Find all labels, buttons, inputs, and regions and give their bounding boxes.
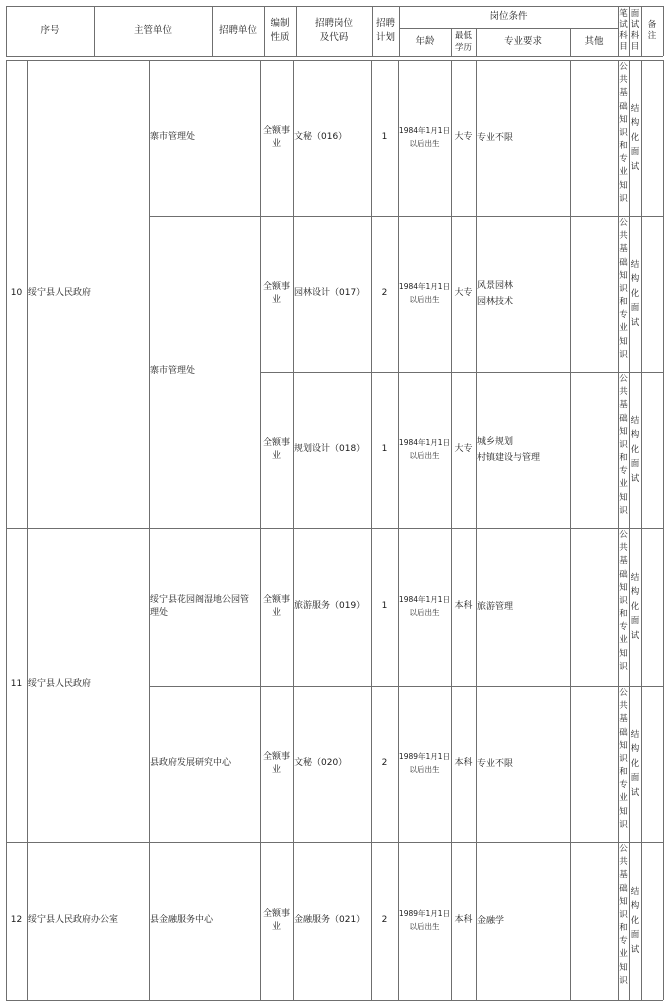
header-age-text: 年龄 (415, 36, 435, 48)
group-seq: 12 (10, 915, 23, 926)
group-seq-cell (6, 842, 27, 1000)
post-name: 旅游服务（019） (294, 601, 366, 612)
nature-line: 全额事 (262, 594, 290, 605)
age-line: 1984年1月1日 (398, 126, 451, 136)
recruitment-table (6, 0, 663, 1000)
header-post-line1: 招聘岗位 (314, 18, 353, 30)
major-line: 园林技术 (477, 297, 514, 307)
grid-line (663, 6, 664, 56)
post-name: 规划设计（018） (294, 444, 366, 455)
plan-cell (371, 842, 398, 1000)
major-cell (476, 528, 570, 686)
group-dept-cell (27, 60, 149, 528)
written-subject-cell (618, 60, 629, 216)
header-edu-line2: 学历 (454, 43, 472, 53)
other-cell (570, 372, 618, 528)
header-plan-line1: 招聘 (375, 18, 395, 30)
major-line: 风景园林 (477, 280, 514, 291)
interview-subject-cell (629, 372, 641, 528)
major-cell (476, 60, 570, 216)
interview-subject-cell (629, 842, 641, 1000)
header-major (476, 28, 570, 56)
header-nature-line1: 编制 (270, 18, 290, 30)
major-line: 村镇建设与管理 (477, 453, 541, 463)
header-conditions-text: 岗位条件 (489, 11, 528, 23)
age-line: 1984年1月1日 (398, 282, 451, 292)
header-conditions (399, 6, 618, 28)
header-interview-text: 面试科目 (630, 8, 640, 53)
interview-subject-cell (629, 528, 641, 686)
unit-name: 绥宁县花园阁湿地公园管理处 (150, 594, 250, 618)
nature-line: 全额事 (262, 281, 290, 292)
remark-cell (641, 528, 663, 686)
unit-cell (149, 842, 260, 1000)
nature-line: 业 (271, 765, 281, 775)
remark-cell (641, 372, 663, 528)
interview-subject: 结构化面试 (630, 103, 640, 172)
nature-cell (260, 216, 293, 372)
edu-cell (451, 528, 476, 686)
written-subject: 公共基础知识和专业知识 (619, 374, 628, 516)
unit-cell (149, 528, 260, 686)
post-cell (293, 60, 371, 216)
major-line: 城乡规划 (477, 436, 514, 447)
interview-subject: 结构化面试 (630, 886, 640, 955)
age-cell (398, 842, 451, 1000)
header-interview (629, 6, 641, 56)
nature-cell (260, 60, 293, 216)
age-cell (398, 216, 451, 372)
post-cell (293, 842, 371, 1000)
nature-line: 全额事 (262, 125, 290, 136)
major-line: 金融学 (477, 915, 505, 926)
age-cell (398, 686, 451, 842)
header-plan-line2: 计划 (375, 32, 395, 43)
nature-line: 业 (271, 451, 281, 461)
remark-cell (641, 216, 663, 372)
major-line: 专业不限 (477, 132, 514, 143)
major-line: 专业不限 (477, 758, 514, 769)
written-subject: 公共基础知识和专业知识 (619, 844, 628, 986)
age-line: 以后出生 (409, 295, 440, 304)
nature-line: 全额事 (262, 751, 290, 762)
unit-cell (149, 216, 260, 528)
header-dept (94, 6, 212, 56)
written-subject-cell (618, 216, 629, 372)
group-dept: 绥宁县人民政府办公室 (28, 915, 119, 926)
post-name: 文秘（020） (294, 758, 348, 769)
post-cell (293, 528, 371, 686)
post-name: 金融服务（021） (294, 915, 366, 926)
group-seq: 10 (10, 288, 23, 299)
age-line: 以后出生 (409, 451, 440, 460)
header-written (618, 6, 629, 56)
header-post (296, 6, 372, 56)
plan-cell (371, 528, 398, 686)
written-subject: 公共基础知识和专业知识 (619, 218, 628, 360)
group-seq: 11 (10, 679, 23, 690)
plan-cell (371, 216, 398, 372)
group-dept-cell (27, 842, 149, 1000)
other-cell (570, 686, 618, 842)
header-edu (451, 28, 476, 56)
group-dept: 绥宁县人民政府 (28, 288, 92, 299)
written-subject-cell (618, 372, 629, 528)
post-cell (293, 372, 371, 528)
plan-cell (371, 60, 398, 216)
other-cell (570, 528, 618, 686)
interview-subject: 结构化面试 (630, 259, 640, 328)
post-cell (293, 216, 371, 372)
major-cell (476, 216, 570, 372)
header-written-text: 笔试科目 (619, 8, 628, 53)
interview-subject: 结构化面试 (630, 572, 640, 641)
nature-line: 全额事 (262, 908, 290, 919)
other-cell (570, 216, 618, 372)
plan-cell (371, 686, 398, 842)
unit-cell (149, 60, 260, 216)
nature-cell (260, 528, 293, 686)
nature-line: 业 (271, 139, 281, 149)
edu-level: 大专 (454, 288, 473, 299)
group-dept-cell (27, 528, 149, 842)
header-remark (641, 6, 663, 56)
nature-line: 全额事 (262, 437, 290, 448)
header-nature (264, 6, 296, 56)
written-subject: 公共基础知识和专业知识 (619, 530, 628, 672)
edu-cell (451, 842, 476, 1000)
header-age (399, 28, 451, 56)
major-cell (476, 842, 570, 1000)
header-seq-text: 序号 (40, 25, 60, 37)
age-line: 1989年1月1日 (398, 909, 451, 919)
header-remark-text: 备注 (647, 19, 657, 41)
unit-name: 县金融服务中心 (150, 915, 214, 926)
group-seq-cell (6, 60, 27, 528)
header-edu-line1: 最低 (454, 30, 472, 41)
major-line: 旅游管理 (477, 601, 514, 612)
header-unit-text: 招聘单位 (218, 25, 257, 37)
plan-count: 2 (381, 758, 388, 769)
grid-line (663, 60, 664, 1000)
plan-count: 1 (381, 601, 388, 612)
grid-line (6, 56, 663, 57)
remark-cell (641, 842, 663, 1000)
unit-cell (149, 686, 260, 842)
edu-level: 本科 (454, 915, 473, 926)
edu-cell (451, 686, 476, 842)
nature-cell (260, 686, 293, 842)
post-name: 文秘（016） (294, 132, 348, 143)
edu-level: 本科 (454, 601, 473, 612)
header-unit (212, 6, 264, 56)
plan-count: 1 (381, 444, 388, 455)
written-subject: 公共基础知识和专业知识 (619, 62, 628, 204)
header-post-line2: 及代码 (319, 32, 349, 43)
unit-name: 寨市管理处 (150, 366, 196, 377)
header-other-text: 其他 (584, 36, 604, 48)
edu-cell (451, 216, 476, 372)
written-subject-cell (618, 686, 629, 842)
plan-count: 2 (381, 288, 388, 299)
written-subject: 公共基础知识和专业知识 (619, 688, 628, 830)
nature-line: 业 (271, 295, 281, 305)
other-cell (570, 842, 618, 1000)
unit-name: 寨市管理处 (150, 132, 196, 143)
edu-cell (451, 60, 476, 216)
interview-subject: 结构化面试 (630, 729, 640, 798)
age-cell (398, 528, 451, 686)
edu-level: 大专 (454, 132, 473, 143)
header-other (570, 28, 618, 56)
header-nature-line2: 性质 (270, 32, 290, 43)
edu-cell (451, 372, 476, 528)
interview-subject-cell (629, 686, 641, 842)
edu-level: 大专 (454, 444, 473, 455)
major-cell (476, 686, 570, 842)
group-seq-cell (6, 528, 27, 842)
post-cell (293, 686, 371, 842)
remark-cell (641, 686, 663, 842)
age-line: 1984年1月1日 (398, 438, 451, 448)
other-cell (570, 60, 618, 216)
nature-line: 业 (271, 608, 281, 618)
nature-cell (260, 372, 293, 528)
major-cell (476, 372, 570, 528)
interview-subject: 结构化面试 (630, 415, 640, 484)
plan-cell (371, 372, 398, 528)
age-line: 以后出生 (409, 765, 440, 774)
unit-name: 县政府发展研究中心 (150, 758, 232, 769)
edu-level: 本科 (454, 758, 473, 769)
header-plan (372, 6, 399, 56)
header-major-text: 专业要求 (503, 36, 542, 48)
written-subject-cell (618, 842, 629, 1000)
written-subject-cell (618, 528, 629, 686)
group-dept: 绥宁县人民政府 (28, 679, 92, 690)
age-line: 以后出生 (409, 922, 440, 931)
nature-line: 业 (271, 922, 281, 932)
header-seq (6, 6, 94, 56)
age-line: 1984年1月1日 (398, 595, 451, 605)
age-cell (398, 372, 451, 528)
remark-cell (641, 60, 663, 216)
age-cell (398, 60, 451, 216)
post-name: 园林设计（017） (294, 288, 366, 299)
nature-cell (260, 842, 293, 1000)
plan-count: 1 (381, 132, 388, 143)
interview-subject-cell (629, 216, 641, 372)
plan-count: 2 (381, 915, 388, 926)
age-line: 以后出生 (409, 139, 440, 148)
header-dept-text: 主管单位 (133, 25, 172, 37)
age-line: 1989年1月1日 (398, 752, 451, 762)
interview-subject-cell (629, 60, 641, 216)
age-line: 以后出生 (409, 608, 440, 617)
